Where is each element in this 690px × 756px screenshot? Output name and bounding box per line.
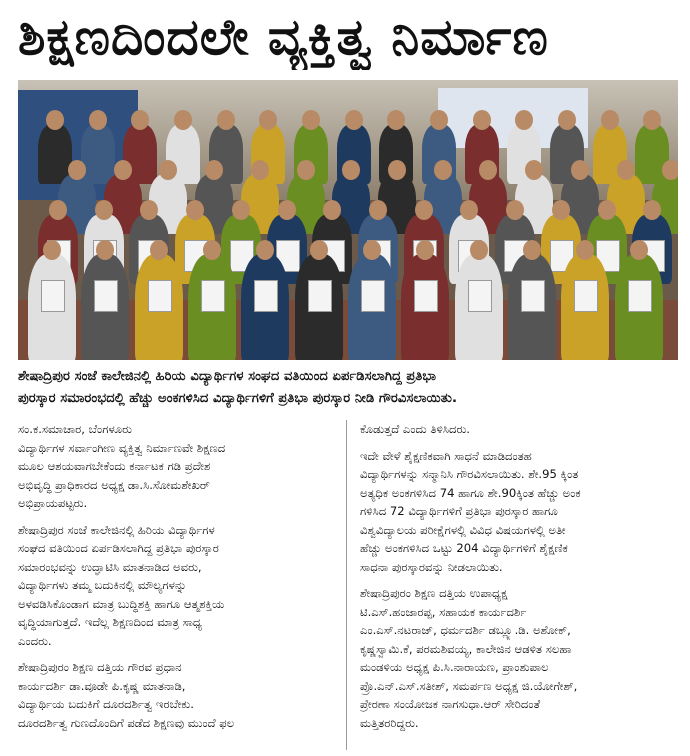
paragraph-gap <box>18 650 338 658</box>
article-line: ಅಭಿವೃದ್ಧಿ ಪ್ರಾಧಿಕಾರದ ಅಧ್ಯಕ್ಷ ಡಾ.ಸಿ.ಸೋಮಶೇಖರ್ <box>18 477 210 492</box>
article-line: ಸಂಘದ ವತಿಯಿಂದ ಏರ್ಪಡಿಸಲಾಗಿದ್ದ ಪ್ರತಿಭಾ ಪುರಸ್ಕಾರ <box>18 541 219 555</box>
article-line: ಇದೇ ವೇಳೆ ಶೈಕ್ಷಣಿಕವಾಗಿ ಸಾಧನೆ ಮಾಡಿದಂತಹ <box>360 448 532 463</box>
article-line: ಎಂದರು. <box>18 633 52 648</box>
column-divider <box>346 420 347 750</box>
article-line: ವಿಶ್ವವಿದ್ಯಾಲಯ ಪರೀಕ್ಷೆಗಳಲ್ಲಿ ವಿವಿಧ ವಿಷಯಗಳಲ್ಲಿ ಅತೀ <box>360 522 566 537</box>
article-line: ಕಾರ್ಯದರ್ಶಿ ಡಾ.ವೂಡೇ ಪಿ.ಕೃಷ್ಣ ಮಾತನಾಡಿ, <box>18 678 186 693</box>
headline: ಶಿಕ್ಷಣದಿಂದಲೇ ವ್ಯಕ್ತಿತ್ವ ನಿರ್ಮಾಣ <box>18 8 549 66</box>
article-line: ಅತ್ಯಧಿಕ ಅಂಕಗಳಿಸಿದ 74 ಹಾಗೂ ಶೇ.90ಕ್ಕಿಂತ ಹೆಚ್ಚು ಅಂಕ <box>360 485 581 500</box>
article-line: ಹೆಚ್ಚು ಅಂಕಗಳಿಸಿದ ಒಟ್ಟು 204 ವಿದ್ಯಾರ್ಥಿಗಳಿಗೆ ಶೈಕ್ಷಣಿಕ <box>360 541 568 555</box>
article-line: ಟಿ.ಎಸ್.ಹಂಜಾರಪ್ಪ, ಸಹಾಯಕ ಕಾರ್ಯದರ್ಶಿ <box>360 604 527 619</box>
article-line: ವೃದ್ಧಿಯಾಗುತ್ತದೆ. ಇದೆಲ್ಲ ಶಿಕ್ಷಣದಿಂದ ಮಾತ್ರ ಸಾಧ್ಯ <box>18 615 203 629</box>
article-line: ಗಳಿಸಿದ 72 ವಿದ್ಯಾರ್ಥಿಗಳಿಗೆ ಪ್ರತಿಭಾ ಪುರಸ್ಕಾರ ಹಾಗೂ <box>360 504 558 518</box>
article-line: ಸಂ.ಕ.ಸಮಾಚಾರ, ಬೆಂಗಳೂರು <box>18 422 132 436</box>
article-line: ಕೊಡುತ್ತದೆ ಎಂದು ತಿಳಿಸಿದರು. <box>360 422 470 436</box>
article-column-left <box>18 420 338 732</box>
article-line: ವಿದ್ಯಾರ್ಥಿಗಳ ಸರ್ವಾಂಗೀಣ ವ್ಯಕ್ತಿತ್ವ ನಿರ್ಮಾಣವೇ ಶಿಕ್ಷಣದ <box>18 440 226 455</box>
article-line: ಶೇಷಾದ್ರಿಪುರಂ ಶಿಕ್ಷಣ ದತ್ತಿಯ ಉಪಾಧ್ಯಕ್ಷ <box>360 586 508 600</box>
article-line: ಪ್ರೊ.ಎನ್.ಎಸ್.ಸತೀಶ್, ಸಮರ್ಪಣ ಅಧ್ಯಕ್ಷ ಜಿ.ಯೋಗೇಶ್, <box>360 678 578 693</box>
article-line: ಕೃಷ್ಣಸ್ವಾಮಿ.ಕೆ, ಪರಮಶಿವಯ್ಯ, ಕಾಲೇಜಿನ ಆಡಳಿತ ಸಲಹಾ <box>360 641 572 656</box>
article-line: ಸಾಧನಾ ಪುರಸ್ಕಾರವನ್ನು ನೀಡಲಾಯಿತು. <box>360 559 503 574</box>
caption-line: ಶೇಷಾದ್ರಿಪುರ ಸಂಜೆ ಕಾಲೇಜಿನಲ್ಲಿ ಹಿರಿಯ ವಿದ್ಯಾರ್ಥಿಗಳ ಸಂಘದ ವತಿಯಿಂದ ಏರ್ಪಡಿಸಲಾಗಿದ್ದ ಪ್ರತಿಭಾ <box>18 369 437 384</box>
article-line: ಶೇಷಾದ್ರಿಪುರ ಸಂಜೆ ಕಾಲೇಜಿನಲ್ಲಿ ಹಿರಿಯ ವಿದ್ಯಾರ್ಥಿಗಳ <box>18 522 215 537</box>
group-photo <box>18 80 678 360</box>
paragraph-gap <box>360 576 680 584</box>
article-column-right <box>360 420 680 732</box>
article-line: ವಿದ್ಯಾರ್ಥಿಗಳು ತಮ್ಮ ಬದುಕಿನಲ್ಲಿ ಮೌಲ್ಯಗಳನ್ನು <box>18 578 187 592</box>
paragraph-gap <box>360 439 680 447</box>
paragraph-gap <box>18 513 338 521</box>
article-line: ಮಂಡಳಿಯ ಅಧ್ಯಕ್ಷ ಪಿ.ಸಿ.ನಾರಾಯಣ, ಪ್ರಾಂಶುಪಾಲ <box>360 660 549 674</box>
article-line: ಸಮಾರಂಭವನ್ನು ಉದ್ಘಾಟಿಸಿ ಮಾತನಾಡಿದ ಅವರು, <box>18 559 202 574</box>
article-line: ಎಂ.ಎಸ್.ನಟರಾಜ್, ಧರ್ಮದರ್ಶಿ ಡಬ್ಲ್ಯೂ.ಡಿ. ಅಶೋಕ್, <box>360 623 571 637</box>
article-line: ಪ್ರೇರಣಾ ಸಂಯೋಜಕ ನಾಗಸುಧಾ.ಆರ್ ಸೇರಿದಂತೆ <box>360 697 541 711</box>
article-line: ಅಳವಡಿಸಿಕೊಂಡಾಗ ಮಾತ್ರ ಬುದ್ಧಿಶಕ್ತಿ ಹಾಗೂ ಆತ್ಮಶಕ್ತಿಯ <box>18 596 225 611</box>
article-line: ವಿದ್ಯಾರ್ಥಿಗಳನ್ನು ಸನ್ಮಾನಿಸಿ ಗೌರವಿಸಲಾಯಿತು. ಶೇ.95 ಕ್ಕಿಂತ <box>360 467 579 481</box>
article-line: ಅಭಿಪ್ರಾಯಪಟ್ಟರು. <box>18 496 88 510</box>
photo-caption <box>18 366 678 410</box>
caption-line: ಪುರಸ್ಕಾರ ಸಮಾರಂಭದಲ್ಲಿ ಹೆಚ್ಚು ಅಂಕಗಳಿಸಿದ ವಿದ್ಯಾರ್ಥಿಗಳಿಗೆ ಪ್ರತಿಭಾ ಪುರಸ್ಕಾರ ನೀಡಿ ಗೌರವಿಸಲಾಯಿತು. <box>18 391 457 406</box>
article-line: ವಿದ್ಯಾರ್ಥಿಯ ಬದುಕಿಗೆ ದೂರದರ್ಶಿತ್ವ ಇರಬೇಕು. <box>18 697 194 711</box>
article-line: ಮೂಲ ಆಶಯವಾಗಬೇಕೆಂದು ಕರ್ನಾಟಕ ಗಡಿ ಪ್ರದೇಶ <box>18 459 211 473</box>
article-line: ದೂರದರ್ಶಿತ್ವ ಗುಣದೊಂದಿಗೆ ಪಡೆದ ಶಿಕ್ಷಣವು ಮುಂದೆ ಫಲ <box>18 715 235 730</box>
article-line: ಮತ್ತಿತರರಿದ್ದರು. <box>360 715 419 730</box>
article-line: ಶೇಷಾದ್ರಿಪುರಂ ಶಿಕ್ಷಣ ದತ್ತಿಯ ಗೌರವ ಪ್ರಧಾನ <box>18 660 182 674</box>
